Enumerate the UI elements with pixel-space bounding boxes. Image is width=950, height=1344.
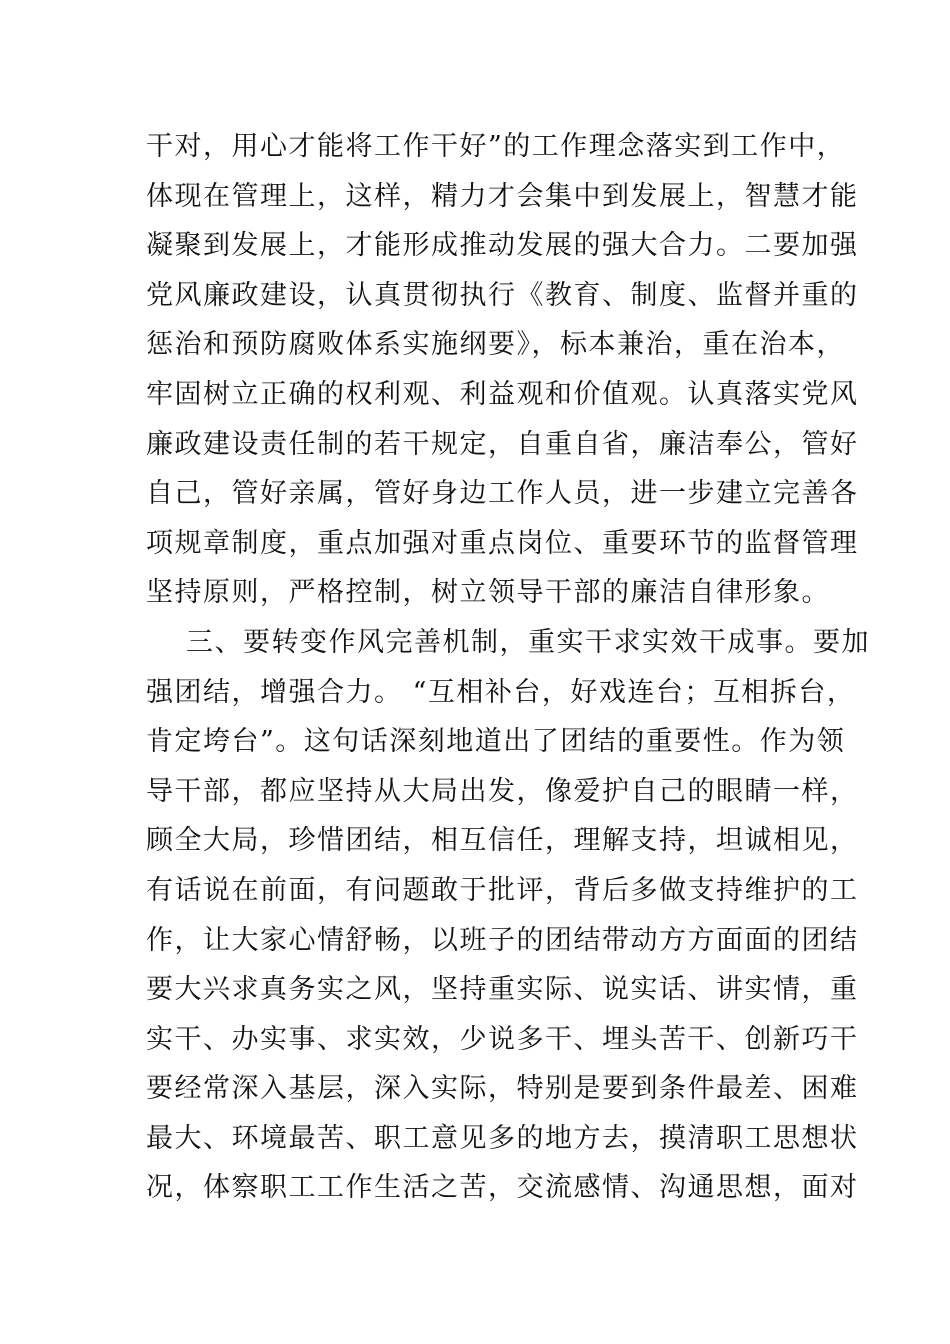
text-line: 惩治和预防腐败体系实施纲要》，标本兼治，重在治本， (146, 329, 845, 361)
text-line: 坚持原则，严格控制，树立领导干部的廉洁自律形象。 (146, 577, 830, 609)
text-line: 项规章制度，重点加强对重点岗位、重要环节的监督管理 (146, 527, 859, 559)
text-line: 自己，管好亲属，管好身边工作人员，进一步建立完善各 (146, 478, 859, 510)
text-line: 凝聚到发展上，才能形成推动发展的强大合力。二要加强 (146, 230, 859, 262)
text-line: 顾全大局，珍惜团结，相互信任，理解支持，坦诚相见， (146, 825, 859, 857)
text-line: 实干、办实事、求实效，少说多干、埋头苦干、创新巧干 (146, 1023, 859, 1055)
text-line: 有话说在前面，有问题敢于批评，背后多做支持维护的工 (146, 874, 859, 906)
text-line: 强团结，增强合力。 “互相补台，好戏连台；互相拆台， (146, 676, 856, 708)
body-text (146, 122, 870, 1213)
text-line: 导干部，都应坚持从大局出发，像爱护自己的眼睛一样， (146, 775, 859, 807)
text-line: 况，体察职工工作生活之苦，交流感情、沟通思想，面对 (146, 1172, 859, 1204)
text-line: 干对，用心才能将工作干好”的工作理念落实到工作中， (146, 131, 846, 162)
text-line: 体现在管理上，这样，精力才会集中到发展上，智慧才能 (146, 180, 859, 212)
text-line: 肯定垮台”。这句话深刻地道出了团结的重要性。作为领 (146, 726, 846, 758)
text-line: 要经常深入基层，深入实际，特别是要到条件最差、困难 (146, 1073, 859, 1105)
text-line: 作，让大家心情舒畅，以班子的团结带动方方面面的团结 (146, 924, 859, 956)
text-line: 廉政建设责任制的若干规定，自重自省，廉洁奉公，管好 (146, 428, 859, 460)
text-line: 党风廉政建设，认真贯彻执行《教育、制度、监督并重的 (146, 279, 859, 311)
text-line: 要大兴求真务实之风，坚持重实际、说实话、讲实情，重 (146, 974, 859, 1006)
text-line: 牢固树立正确的权利观、利益观和价值观。认真落实党风 (146, 378, 859, 410)
text-line: 最大、环境最苦、职工意见多的地方去，摸清职工思想状 (146, 1122, 859, 1154)
paragraph-start-line: 三、要转变作风完善机制，重实干求实效干成事。要加 (186, 626, 870, 658)
